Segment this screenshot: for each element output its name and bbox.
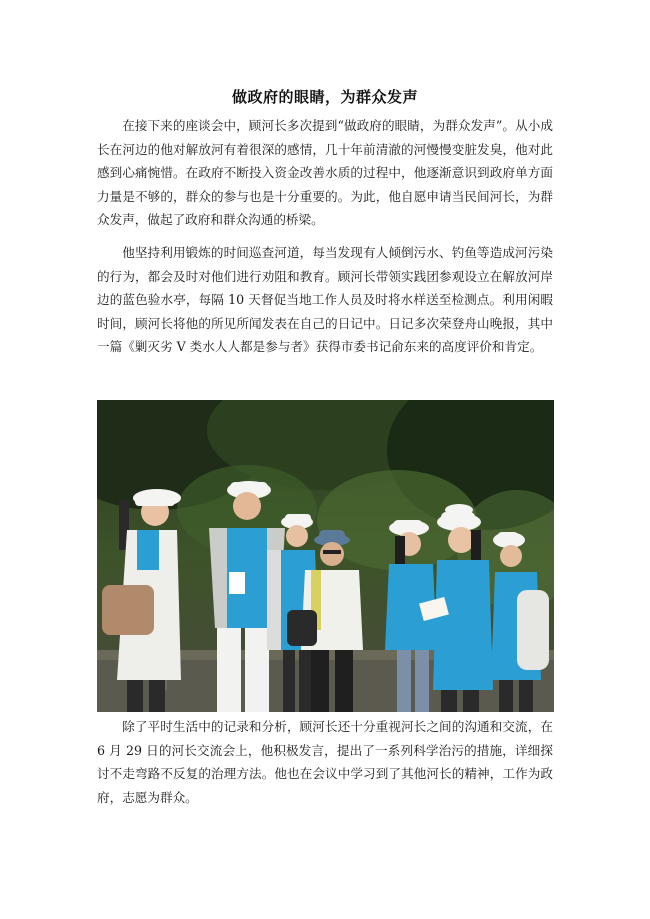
paragraph-2: 他坚持利用锻炼的时间巡查河道，每当发现有人倾倒污水、钓鱼等造成河污染的行为，都会及时对他们进行劝阻和教育。顾河长带领实践团参观设立在解放河岸边的蓝色验水亭，每隔 10 天督促当地工作人员及时将水样送至检测点。利用闲暇时间，顾河长将他的所见所闻发表在自己的日记中。日记多次荣登舟山晚报，其中一篇《剿灭劣 V 类水人人都是参与者》获得市委书记俞东来的高度评价和肯定。 [97, 245, 553, 354]
document-title: 做政府的眼睛，为群众发声 [231, 88, 418, 106]
photo-illustration [97, 400, 554, 712]
paragraph-3: 除了平时生活中的记录和分析，顾河长还十分重视河长之间的沟通和交流，在 6 月 29 日的河长交流会上，他积极发言，提出了一系列科学治污的措施，详细探讨不走弯路不反复的治理方法。他也在会议中学习到了其他河长的精神，工作为政府，志愿为群众。 [97, 719, 553, 805]
group-photo [97, 400, 554, 712]
paragraph-1: 在接下来的座谈会中，顾河长多次提到“做政府的眼睛，为群众发声”。从小成长在河边的他对解放河有着很深的感情，几十年前清澈的河慢慢变脏发臭，他对此感到心痛惋惜。在政府不断投入资金改善水质的过程中，他逐渐意识到政府单方面力量是不够的，群众的参与也是十分重要的。为此，他自愿申请当民间河长，为群众发声，做起了政府和群众沟通的桥梁。 [97, 118, 553, 227]
